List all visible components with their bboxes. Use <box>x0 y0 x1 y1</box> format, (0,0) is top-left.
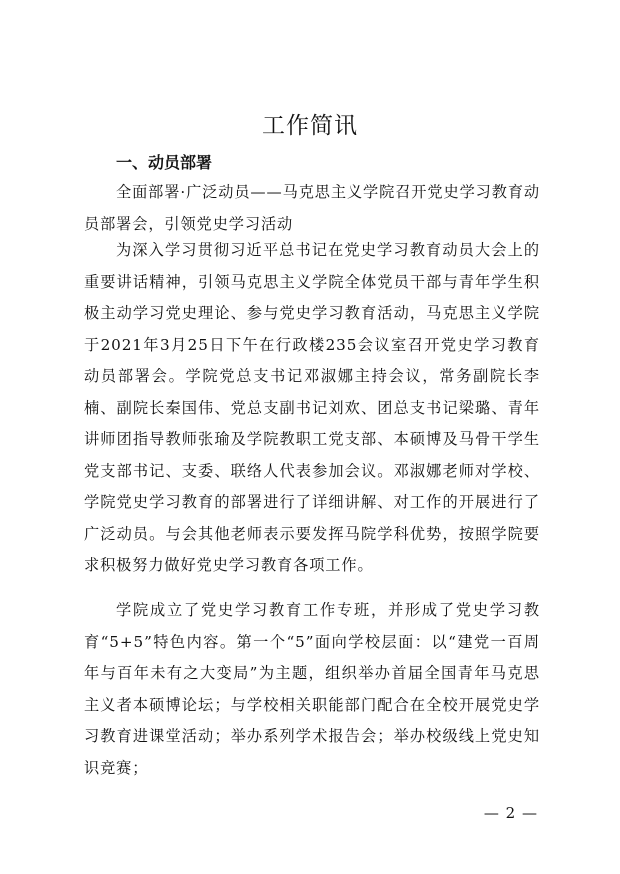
page-number: — 2 — <box>483 804 538 822</box>
page-title: 工作简讯 <box>262 113 358 139</box>
section-heading: 一、动员部署 <box>116 153 213 172</box>
body-paragraph-1: 为深入学习贯彻习近平总书记在党史学习教育动员大会上的重要讲话精神，引领马克思主义学院全体党员干部与青年学生积极主动学习党史理论、参与党史学习教育活动，马克思主义学院于2021年3月25日下午在行政楼235会议室召开党史学习教育动员部署会。学院党总支书记邓淑娜主持会议，常务副院长李楠、副院长秦国伟、党总支副书记刘欢、团总支书记梁璐、青年讲师团指导教师张瑜及学院教职工党支部、本硕博及马骨干学生党支部书记、支委、联络人代表参加会议。邓淑娜老师对学校、学院党史学习教育的部署进行了详细讲解、对工作的开展进行了广泛动员。与会其他老师表示要发挥马院学科优势，按照学院要求积极努力做好党史学习教育各项工作。 <box>84 241 540 574</box>
news-subtitle: 全面部署·广泛动员——马克思主义学院召开党史学习教育动员部署会，引领党史学习活动 <box>84 183 541 233</box>
body-paragraph-2: 学院成立了党史学习教育工作专班，并形成了党史学习教育“5+5”特色内容。第一个“5”面向学校层面：以“建党一百周年与百年未有之大变局”为主题，组织举办首届全国青年马克思主义者本硕博论坛；与学校相关职能部门配合在全校开展党史学习教育进课堂活动；举办系列学术报告会；举办校级线上党史知识竞赛； <box>84 601 540 777</box>
